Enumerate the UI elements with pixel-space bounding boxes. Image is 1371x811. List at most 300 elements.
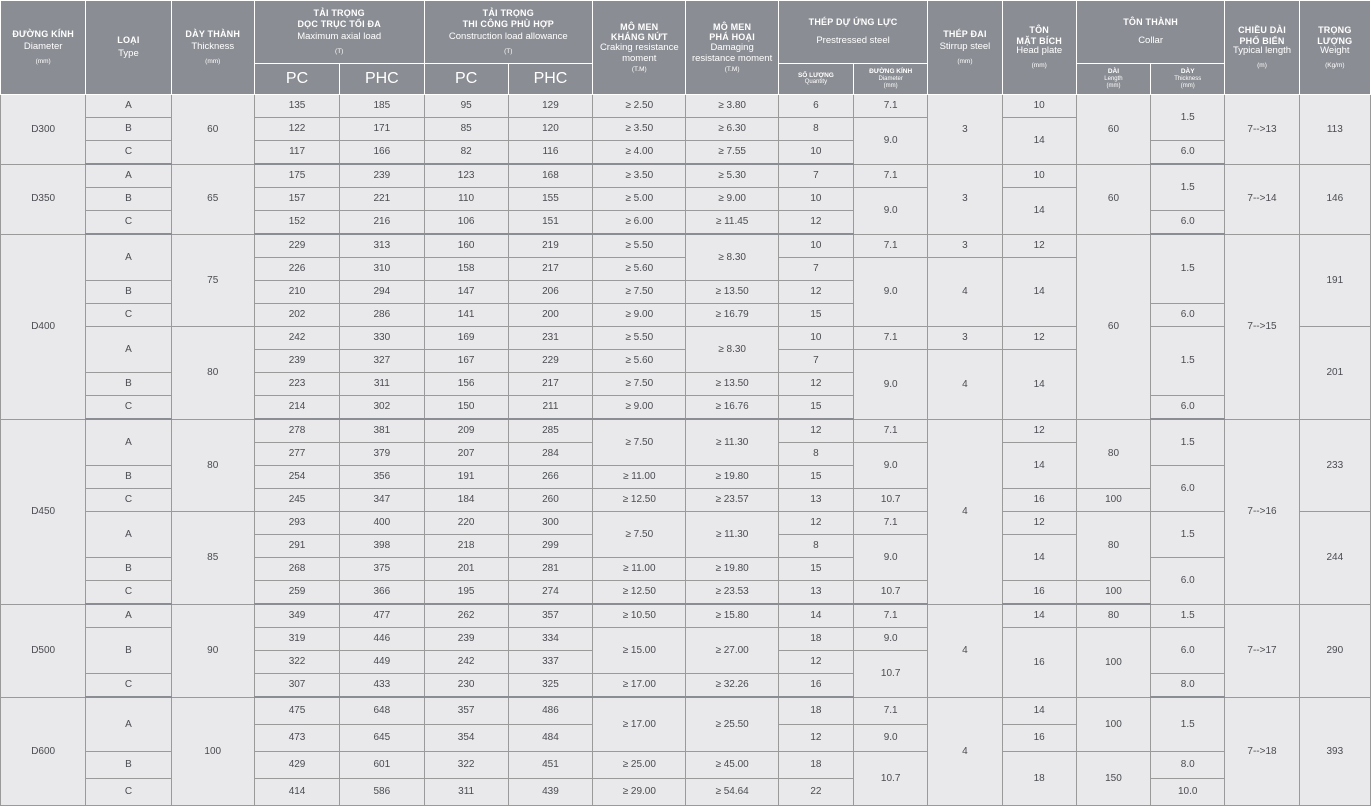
allowance-phc-cell: 217 (508, 373, 592, 396)
collar-length-cell: 150 (1076, 752, 1150, 806)
max-axial-phc-cell: 166 (340, 141, 424, 165)
thickness-cell: 80 (171, 327, 254, 420)
type-cell: B (86, 466, 171, 489)
max-axial-pc-cell: 157 (254, 188, 339, 211)
thickness-cell: 85 (171, 512, 254, 605)
max-axial-pc-cell: 214 (254, 396, 339, 420)
damaging-moment-cell: ≥ 23.57 (686, 489, 778, 512)
cracking-moment-cell: ≥ 3.50 (593, 118, 686, 141)
damaging-moment-cell: ≥ 11.30 (686, 419, 778, 466)
max-axial-phc-cell: 311 (340, 373, 424, 396)
weight-cell: 191 (1299, 234, 1370, 327)
stirrup-cell: 4 (928, 258, 1002, 327)
allowance-phc-cell: 217 (508, 258, 592, 281)
strand-quantity-cell: 7 (778, 350, 853, 373)
header-head-plate: TÔN MẶT BÍCH Head plate (mm) (1002, 1, 1076, 95)
max-axial-phc-cell: 449 (340, 651, 424, 674)
header-allowance-pc: PC (424, 64, 508, 95)
max-axial-pc-cell: 259 (254, 581, 339, 605)
allowance-pc-cell: 191 (424, 466, 508, 489)
strand-quantity-cell: 18 (778, 697, 853, 725)
stirrup-cell: 4 (928, 604, 1002, 697)
type-cell: B (86, 118, 171, 141)
thickness-cell: 90 (171, 604, 254, 697)
max-axial-pc-cell: 135 (254, 95, 339, 118)
cracking-moment-cell: ≥ 7.50 (593, 281, 686, 304)
max-axial-phc-cell: 294 (340, 281, 424, 304)
header-collar: TÔN THÀNH Collar (1076, 1, 1225, 64)
cracking-moment-cell: ≥ 10.50 (593, 604, 686, 628)
cracking-moment-cell: ≥ 3.50 (593, 164, 686, 188)
max-axial-pc-cell: 122 (254, 118, 339, 141)
max-axial-pc-cell: 202 (254, 304, 339, 327)
weight-cell: 290 (1299, 604, 1370, 697)
strand-quantity-cell: 10 (778, 141, 853, 165)
strand-quantity-cell: 15 (778, 558, 853, 581)
table-row (1, 512, 1371, 535)
strand-diameter-cell: 9.0 (854, 350, 928, 420)
cracking-moment-cell: ≥ 2.50 (593, 95, 686, 118)
collar-thickness-cell: 6.0 (1151, 211, 1225, 235)
strand-quantity-cell: 8 (778, 118, 853, 141)
collar-length-cell: 100 (1076, 581, 1150, 605)
header-typical-length: CHIỀU DÀI PHỔ BIẾN Typical length (m) (1225, 1, 1299, 95)
header-max-axial-phc: PHC (340, 64, 424, 95)
allowance-phc-cell: 229 (508, 350, 592, 373)
cracking-moment-cell: ≥ 12.50 (593, 489, 686, 512)
header-thickness: DÀY THÀNH Thickness (mm) (171, 1, 254, 95)
header-construction-allowance: TẢI TRỌNG THI CÔNG PHÙ HỢP Construction load allowance (T) (424, 1, 593, 64)
strand-quantity-cell: 7 (778, 258, 853, 281)
type-cell: A (86, 234, 171, 281)
damaging-moment-cell: ≥ 32.26 (686, 674, 778, 698)
damaging-moment-cell: ≥ 16.79 (686, 304, 778, 327)
stirrup-cell: 4 (928, 419, 1002, 604)
header-strand-diameter: ĐƯỜNG KÍNH Diameter (mm) (854, 64, 928, 95)
weight-cell: 113 (1299, 95, 1370, 165)
head-plate-cell: 12 (1002, 234, 1076, 258)
cracking-moment-cell: ≥ 5.50 (593, 234, 686, 258)
max-axial-phc-cell: 221 (340, 188, 424, 211)
collar-length-cell: 100 (1076, 697, 1150, 752)
type-cell: C (86, 141, 171, 165)
max-axial-phc-cell: 310 (340, 258, 424, 281)
max-axial-pc-cell: 226 (254, 258, 339, 281)
max-axial-phc-cell: 645 (340, 725, 424, 752)
max-axial-phc-cell: 446 (340, 628, 424, 651)
collar-length-cell: 80 (1076, 604, 1150, 628)
table-row (1, 95, 1371, 118)
allowance-pc-cell: 158 (424, 258, 508, 281)
max-axial-pc-cell: 293 (254, 512, 339, 535)
allowance-phc-cell: 299 (508, 535, 592, 558)
strand-diameter-cell: 9.0 (854, 628, 928, 651)
allowance-phc-cell: 486 (508, 697, 592, 725)
type-cell: C (86, 489, 171, 512)
typical-length-cell: 7-->13 (1225, 95, 1299, 165)
table-row (1, 234, 1371, 258)
max-axial-pc-cell: 349 (254, 604, 339, 628)
max-axial-phc-cell: 327 (340, 350, 424, 373)
cracking-moment-cell: ≥ 25.00 (593, 752, 686, 779)
strand-quantity-cell: 12 (778, 512, 853, 535)
header-collar-thickness: DÀY Thickness (mm) (1151, 64, 1225, 95)
allowance-pc-cell: 169 (424, 327, 508, 350)
strand-quantity-cell: 13 (778, 489, 853, 512)
max-axial-pc-cell: 291 (254, 535, 339, 558)
cracking-moment-cell: ≥ 7.50 (593, 419, 686, 466)
type-cell: C (86, 779, 171, 806)
allowance-phc-cell: 357 (508, 604, 592, 628)
max-axial-pc-cell: 117 (254, 141, 339, 165)
strand-quantity-cell: 12 (778, 651, 853, 674)
strand-quantity-cell: 8 (778, 535, 853, 558)
cracking-moment-cell: ≥ 11.00 (593, 466, 686, 489)
allowance-phc-cell: 281 (508, 558, 592, 581)
type-cell: B (86, 628, 171, 674)
strand-quantity-cell: 12 (778, 725, 853, 752)
stirrup-cell: 3 (928, 327, 1002, 350)
allowance-phc-cell: 285 (508, 419, 592, 443)
header-cracking-moment: MÔ MEN KHÁNG NỨT Craking resistance moment (T.M) (593, 1, 686, 95)
head-plate-cell: 10 (1002, 95, 1076, 118)
allowance-pc-cell: 167 (424, 350, 508, 373)
strand-quantity-cell: 15 (778, 396, 853, 420)
header-collar-length: DÀI Length (mm) (1076, 64, 1150, 95)
type-cell: B (86, 281, 171, 304)
allowance-phc-cell: 231 (508, 327, 592, 350)
weight-cell: 244 (1299, 512, 1370, 605)
diameter-cell: D400 (1, 234, 86, 419)
damaging-moment-cell: ≥ 7.55 (686, 141, 778, 165)
head-plate-cell: 16 (1002, 725, 1076, 752)
strand-diameter-cell: 9.0 (854, 118, 928, 165)
strand-diameter-cell: 7.1 (854, 234, 928, 258)
type-cell: B (86, 373, 171, 396)
head-plate-cell: 14 (1002, 258, 1076, 327)
allowance-pc-cell: 209 (424, 419, 508, 443)
header-prestressed-steel: THÉP DỰ ỨNG LỰC Prestressed steel (778, 1, 928, 64)
collar-length-cell: 60 (1076, 164, 1150, 234)
strand-quantity-cell: 13 (778, 581, 853, 605)
allowance-phc-cell: 334 (508, 628, 592, 651)
table-row (1, 419, 1371, 443)
head-plate-cell: 12 (1002, 512, 1076, 535)
max-axial-phc-cell: 185 (340, 95, 424, 118)
allowance-pc-cell: 357 (424, 697, 508, 725)
max-axial-pc-cell: 268 (254, 558, 339, 581)
typical-length-cell: 7-->17 (1225, 604, 1299, 697)
cracking-moment-cell: ≥ 5.60 (593, 350, 686, 373)
thickness-cell: 65 (171, 164, 254, 234)
thickness-cell: 100 (171, 697, 254, 806)
cracking-moment-cell: ≥ 9.00 (593, 304, 686, 327)
max-axial-phc-cell: 398 (340, 535, 424, 558)
allowance-pc-cell: 160 (424, 234, 508, 258)
type-cell: C (86, 304, 171, 327)
collar-thickness-cell: 1.5 (1151, 604, 1225, 628)
allowance-phc-cell: 325 (508, 674, 592, 698)
collar-thickness-cell: 1.5 (1151, 327, 1225, 396)
type-cell: B (86, 558, 171, 581)
strand-quantity-cell: 15 (778, 466, 853, 489)
type-cell: C (86, 396, 171, 420)
cracking-moment-cell: ≥ 5.00 (593, 188, 686, 211)
max-axial-phc-cell: 171 (340, 118, 424, 141)
strand-quantity-cell: 10 (778, 234, 853, 258)
allowance-phc-cell: 120 (508, 118, 592, 141)
damaging-moment-cell: ≥ 8.30 (686, 327, 778, 373)
strand-quantity-cell: 12 (778, 419, 853, 443)
head-plate-cell: 14 (1002, 350, 1076, 420)
header-weight: TRỌNG LƯỢNG Weight (Kg/m) (1299, 1, 1370, 95)
max-axial-pc-cell: 307 (254, 674, 339, 698)
damaging-moment-cell: ≥ 25.50 (686, 697, 778, 752)
stirrup-cell: 3 (928, 95, 1002, 165)
collar-thickness-cell: 6.0 (1151, 558, 1225, 605)
strand-diameter-cell: 9.0 (854, 188, 928, 235)
type-cell: A (86, 95, 171, 118)
strand-quantity-cell: 10 (778, 188, 853, 211)
allowance-pc-cell: 230 (424, 674, 508, 698)
header-type: LOẠI Type (86, 1, 171, 95)
max-axial-phc-cell: 379 (340, 443, 424, 466)
strand-diameter-cell: 7.1 (854, 327, 928, 350)
allowance-pc-cell: 82 (424, 141, 508, 165)
allowance-phc-cell: 266 (508, 466, 592, 489)
collar-thickness-cell: 6.0 (1151, 141, 1225, 165)
allowance-phc-cell: 151 (508, 211, 592, 235)
allowance-phc-cell: 451 (508, 752, 592, 779)
cracking-moment-cell: ≥ 6.00 (593, 211, 686, 235)
weight-cell: 393 (1299, 697, 1370, 806)
allowance-phc-cell: 129 (508, 95, 592, 118)
collar-thickness-cell: 8.0 (1151, 674, 1225, 698)
max-axial-phc-cell: 366 (340, 581, 424, 605)
damaging-moment-cell: ≥ 13.50 (686, 281, 778, 304)
max-axial-pc-cell: 414 (254, 779, 339, 806)
max-axial-phc-cell: 330 (340, 327, 424, 350)
weight-cell: 233 (1299, 419, 1370, 512)
head-plate-cell: 10 (1002, 164, 1076, 188)
allowance-pc-cell: 354 (424, 725, 508, 752)
cracking-moment-cell: ≥ 5.50 (593, 327, 686, 350)
head-plate-cell: 14 (1002, 604, 1076, 628)
damaging-moment-cell: ≥ 27.00 (686, 628, 778, 674)
allowance-pc-cell: 311 (424, 779, 508, 806)
thickness-cell: 60 (171, 95, 254, 165)
strand-diameter-cell: 7.1 (854, 164, 928, 188)
damaging-moment-cell: ≥ 15.80 (686, 604, 778, 628)
cracking-moment-cell: ≥ 12.50 (593, 581, 686, 605)
strand-quantity-cell: 10 (778, 327, 853, 350)
header-strand-quantity: SỐ LƯỢNG Quantity (778, 64, 853, 95)
damaging-moment-cell: ≥ 19.80 (686, 558, 778, 581)
damaging-moment-cell: ≥ 54.64 (686, 779, 778, 806)
type-cell: A (86, 327, 171, 373)
allowance-pc-cell: 195 (424, 581, 508, 605)
strand-diameter-cell: 7.1 (854, 512, 928, 535)
max-axial-pc-cell: 319 (254, 628, 339, 651)
diameter-cell: D500 (1, 604, 86, 697)
strand-quantity-cell: 16 (778, 674, 853, 698)
strand-diameter-cell: 10.7 (854, 651, 928, 698)
collar-thickness-cell: 6.0 (1151, 628, 1225, 674)
allowance-phc-cell: 274 (508, 581, 592, 605)
max-axial-pc-cell: 152 (254, 211, 339, 235)
collar-length-cell: 60 (1076, 95, 1150, 165)
cracking-moment-cell: ≥ 29.00 (593, 779, 686, 806)
type-cell: C (86, 581, 171, 605)
cracking-moment-cell: ≥ 11.00 (593, 558, 686, 581)
max-axial-pc-cell: 278 (254, 419, 339, 443)
allowance-phc-cell: 337 (508, 651, 592, 674)
allowance-pc-cell: 95 (424, 95, 508, 118)
allowance-pc-cell: 220 (424, 512, 508, 535)
allowance-phc-cell: 260 (508, 489, 592, 512)
thickness-cell: 80 (171, 419, 254, 512)
strand-diameter-cell: 7.1 (854, 95, 928, 118)
cracking-moment-cell: ≥ 15.00 (593, 628, 686, 674)
max-axial-phc-cell: 302 (340, 396, 424, 420)
max-axial-phc-cell: 400 (340, 512, 424, 535)
allowance-pc-cell: 207 (424, 443, 508, 466)
allowance-pc-cell: 201 (424, 558, 508, 581)
allowance-pc-cell: 147 (424, 281, 508, 304)
stirrup-cell: 4 (928, 350, 1002, 420)
allowance-phc-cell: 284 (508, 443, 592, 466)
max-axial-pc-cell: 210 (254, 281, 339, 304)
collar-thickness-cell: 6.0 (1151, 304, 1225, 327)
damaging-moment-cell: ≥ 11.30 (686, 512, 778, 558)
table-row (1, 604, 1371, 628)
type-cell: C (86, 211, 171, 235)
strand-diameter-cell: 9.0 (854, 258, 928, 327)
diameter-cell: D600 (1, 697, 86, 806)
damaging-moment-cell: ≥ 8.30 (686, 234, 778, 281)
head-plate-cell: 14 (1002, 118, 1076, 165)
damaging-moment-cell: ≥ 11.45 (686, 211, 778, 235)
typical-length-cell: 7-->15 (1225, 234, 1299, 419)
damaging-moment-cell: ≥ 13.50 (686, 373, 778, 396)
head-plate-cell: 12 (1002, 327, 1076, 350)
head-plate-cell: 18 (1002, 752, 1076, 806)
typical-length-cell: 7-->18 (1225, 697, 1299, 806)
allowance-phc-cell: 200 (508, 304, 592, 327)
damaging-moment-cell: ≥ 19.80 (686, 466, 778, 489)
strand-diameter-cell: 9.0 (854, 443, 928, 489)
strand-quantity-cell: 7 (778, 164, 853, 188)
collar-thickness-cell: 1.5 (1151, 234, 1225, 304)
weight-cell: 201 (1299, 327, 1370, 420)
collar-length-cell: 80 (1076, 419, 1150, 489)
strand-quantity-cell: 15 (778, 304, 853, 327)
max-axial-phc-cell: 313 (340, 234, 424, 258)
max-axial-pc-cell: 223 (254, 373, 339, 396)
max-axial-phc-cell: 347 (340, 489, 424, 512)
damaging-moment-cell: ≥ 9.00 (686, 188, 778, 211)
max-axial-phc-cell: 375 (340, 558, 424, 581)
damaging-moment-cell: ≥ 16.76 (686, 396, 778, 420)
damaging-moment-cell: ≥ 23.53 (686, 581, 778, 605)
strand-quantity-cell: 14 (778, 604, 853, 628)
type-cell: A (86, 419, 171, 466)
strand-diameter-cell: 10.7 (854, 581, 928, 605)
max-axial-phc-cell: 356 (340, 466, 424, 489)
collar-thickness-cell: 10.0 (1151, 779, 1225, 806)
header-max-axial-load: TẢI TRỌNG DỌC TRỤC TỐI ĐA Maximum axial load (T) (254, 1, 424, 64)
max-axial-phc-cell: 586 (340, 779, 424, 806)
cracking-moment-cell: ≥ 17.00 (593, 697, 686, 752)
collar-thickness-cell: 1.5 (1151, 512, 1225, 558)
cracking-moment-cell: ≥ 9.00 (593, 396, 686, 420)
header-allowance-phc: PHC (508, 64, 592, 95)
max-axial-phc-cell: 216 (340, 211, 424, 235)
allowance-phc-cell: 484 (508, 725, 592, 752)
type-cell: B (86, 188, 171, 211)
allowance-pc-cell: 150 (424, 396, 508, 420)
max-axial-pc-cell: 245 (254, 489, 339, 512)
allowance-phc-cell: 206 (508, 281, 592, 304)
strand-diameter-cell: 7.1 (854, 604, 928, 628)
collar-length-cell: 100 (1076, 628, 1150, 698)
header-damaging-moment: MÔ MEN PHÁ HOẠI Damaging resistance moment (T.M) (686, 1, 778, 95)
type-cell: B (86, 752, 171, 779)
table-row (1, 697, 1371, 725)
weight-cell: 146 (1299, 164, 1370, 234)
max-axial-phc-cell: 648 (340, 697, 424, 725)
strand-quantity-cell: 18 (778, 752, 853, 779)
allowance-pc-cell: 322 (424, 752, 508, 779)
allowance-phc-cell: 116 (508, 141, 592, 165)
max-axial-phc-cell: 477 (340, 604, 424, 628)
head-plate-cell: 16 (1002, 489, 1076, 512)
table-row (1, 164, 1371, 188)
collar-thickness-cell: 1.5 (1151, 164, 1225, 211)
head-plate-cell: 14 (1002, 188, 1076, 235)
collar-thickness-cell: 6.0 (1151, 396, 1225, 420)
max-axial-pc-cell: 229 (254, 234, 339, 258)
max-axial-pc-cell: 277 (254, 443, 339, 466)
damaging-moment-cell: ≥ 45.00 (686, 752, 778, 779)
allowance-pc-cell: 156 (424, 373, 508, 396)
strand-diameter-cell: 9.0 (854, 725, 928, 752)
max-axial-phc-cell: 433 (340, 674, 424, 698)
head-plate-cell: 16 (1002, 628, 1076, 698)
allowance-phc-cell: 155 (508, 188, 592, 211)
allowance-pc-cell: 110 (424, 188, 508, 211)
strand-diameter-cell: 10.7 (854, 752, 928, 806)
stirrup-cell: 4 (928, 697, 1002, 806)
strand-quantity-cell: 12 (778, 373, 853, 396)
allowance-phc-cell: 211 (508, 396, 592, 420)
strand-diameter-cell: 7.1 (854, 697, 928, 725)
allowance-pc-cell: 141 (424, 304, 508, 327)
strand-diameter-cell: 9.0 (854, 535, 928, 581)
header-max-axial-pc: PC (254, 64, 339, 95)
cracking-moment-cell: ≥ 7.50 (593, 373, 686, 396)
type-cell: A (86, 512, 171, 558)
stirrup-cell: 3 (928, 164, 1002, 234)
allowance-phc-cell: 439 (508, 779, 592, 806)
cracking-moment-cell: ≥ 7.50 (593, 512, 686, 558)
strand-diameter-cell: 10.7 (854, 489, 928, 512)
allowance-pc-cell: 184 (424, 489, 508, 512)
strand-quantity-cell: 12 (778, 281, 853, 304)
allowance-pc-cell: 123 (424, 164, 508, 188)
type-cell: A (86, 697, 171, 752)
max-axial-pc-cell: 254 (254, 466, 339, 489)
